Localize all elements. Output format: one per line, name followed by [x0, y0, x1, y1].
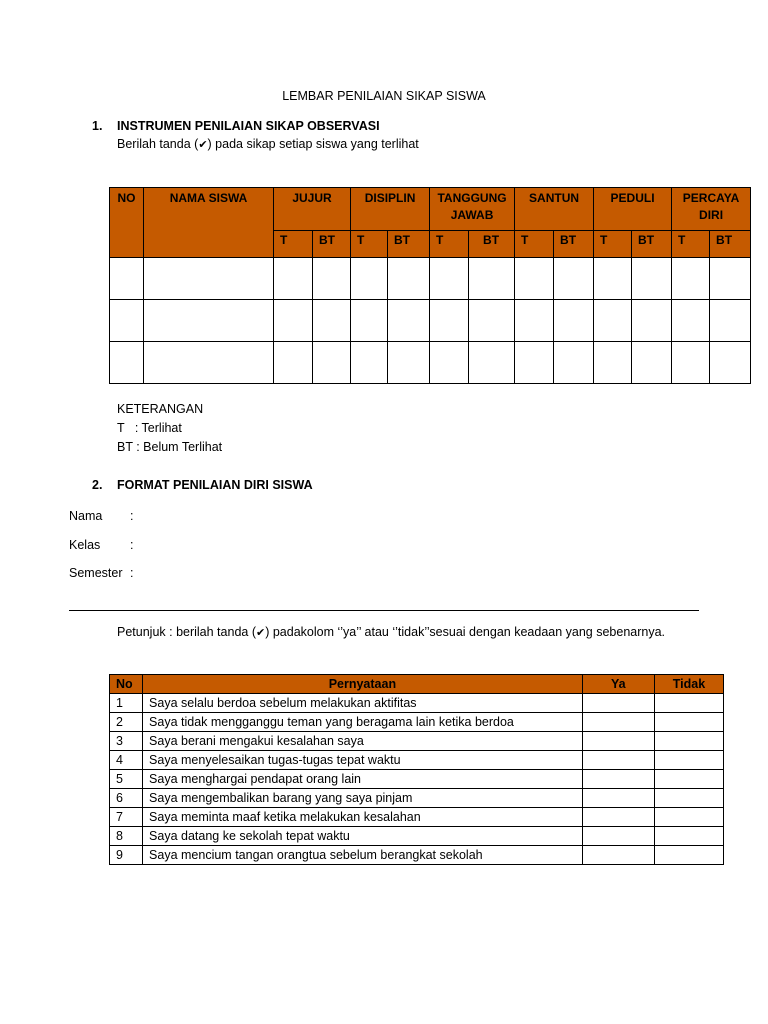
instruction-prefix: Berilah tanda ( [117, 137, 199, 151]
statement-text: Saya menyelesaikan tugas-tugas tepat waktu [143, 751, 583, 770]
section1-heading: INSTRUMEN PENILAIAN SIKAP OBSERVASI [117, 119, 380, 133]
cell[interactable] [710, 258, 751, 300]
statement-text: Saya menghargai pendapat orang lain [143, 770, 583, 789]
cell[interactable] [515, 258, 554, 300]
answer-no-cell[interactable] [654, 694, 723, 713]
instruction-prefix: Petunjuk : berilah tanda ( [117, 625, 256, 639]
col-header-tanggung-jawab: TANGGUNG JAWAB [430, 188, 515, 231]
check-icon: ✔ [198, 138, 208, 151]
cell[interactable] [430, 300, 469, 342]
row-number: 2 [110, 713, 143, 732]
cell[interactable] [430, 342, 469, 384]
section1-number: 1. [92, 119, 103, 133]
statement-text: Saya berani mengakui kesalahan saya [143, 732, 583, 751]
sub-header-t: T [515, 231, 554, 258]
sub-header-t: T [430, 231, 469, 258]
col-header-percaya-diri: PERCAYA DIRI [672, 188, 751, 231]
answer-no-cell[interactable] [654, 713, 723, 732]
row-number: 1 [110, 694, 143, 713]
answer-no-cell[interactable] [654, 846, 723, 865]
answer-yes-cell[interactable] [582, 694, 654, 713]
cell[interactable] [110, 258, 144, 300]
cell[interactable] [388, 258, 430, 300]
statement-text: Saya datang ke sekolah tepat waktu [143, 827, 583, 846]
instruction-suffix: ) pada sikap setiap siswa yang terlihat [207, 137, 419, 151]
answer-no-cell[interactable] [654, 751, 723, 770]
cell[interactable] [388, 342, 430, 384]
col-header-no: No [110, 675, 143, 694]
col-header-santun: SANTUN [515, 188, 594, 231]
row-number: 8 [110, 827, 143, 846]
page-title: LEMBAR PENILAIAN SIKAP SISWA [282, 89, 486, 103]
sub-header-bt: BT [632, 231, 672, 258]
divider [69, 610, 699, 611]
cell[interactable] [672, 258, 710, 300]
cell[interactable] [632, 342, 672, 384]
cell[interactable] [351, 258, 388, 300]
cell[interactable] [351, 342, 388, 384]
cell[interactable] [594, 342, 632, 384]
legend-t: T : Terlihat [117, 421, 182, 435]
label-kelas: Kelas [69, 538, 101, 552]
answer-no-cell[interactable] [654, 770, 723, 789]
cell[interactable] [710, 342, 751, 384]
statement-text: Saya selalu berdoa sebelum melakukan aktifitas [143, 694, 583, 713]
cell[interactable] [110, 342, 144, 384]
col-header-peduli: PEDULI [594, 188, 672, 231]
table-row [110, 713, 724, 732]
col-header-jujur: JUJUR [274, 188, 351, 231]
col-header-no-answer: Tidak [654, 675, 723, 694]
table-row [110, 751, 724, 770]
check-icon: ✔ [255, 626, 266, 639]
answer-yes-cell[interactable] [582, 751, 654, 770]
table-row [110, 300, 751, 342]
col-header-no: NO [110, 188, 144, 258]
row-number: 9 [110, 846, 143, 865]
sub-header-bt: BT [388, 231, 430, 258]
answer-no-cell[interactable] [654, 808, 723, 827]
row-number: 5 [110, 770, 143, 789]
table-row [110, 342, 751, 384]
section1-instruction [117, 137, 419, 151]
cell[interactable] [515, 342, 554, 384]
section2-heading: FORMAT PENILAIAN DIRI SISWA [117, 478, 313, 492]
colon: : [130, 566, 134, 580]
answer-no-cell[interactable] [654, 827, 723, 846]
statement-text: Saya meminta maaf ketika melakukan kesalahan [143, 808, 583, 827]
cell[interactable] [469, 300, 515, 342]
cell[interactable] [430, 258, 469, 300]
label-nama: Nama [69, 509, 103, 523]
table-row [110, 846, 724, 865]
sub-header-t: T [594, 231, 632, 258]
cell[interactable] [554, 258, 594, 300]
colon: : [130, 538, 134, 552]
sub-header-bt: BT [469, 231, 515, 258]
observation-table [109, 187, 751, 384]
table-row [110, 808, 724, 827]
cell[interactable] [313, 258, 351, 300]
legend-bt: BT : Belum Terlihat [117, 440, 223, 454]
sub-header-bt: BT [313, 231, 351, 258]
cell[interactable] [313, 300, 351, 342]
self-assessment-table [109, 674, 724, 865]
table-row [110, 694, 724, 713]
answer-no-cell[interactable] [654, 732, 723, 751]
answer-yes-cell[interactable] [582, 732, 654, 751]
label-semester: Semester [69, 566, 123, 580]
answer-yes-cell[interactable] [582, 846, 654, 865]
row-number: 3 [110, 732, 143, 751]
answer-yes-cell[interactable] [582, 789, 654, 808]
row-number: 4 [110, 751, 143, 770]
cell[interactable] [672, 342, 710, 384]
cell[interactable] [594, 258, 632, 300]
row-number: 7 [110, 808, 143, 827]
cell[interactable] [554, 300, 594, 342]
cell[interactable] [274, 342, 313, 384]
cell[interactable] [554, 342, 594, 384]
cell[interactable] [469, 258, 515, 300]
cell[interactable] [110, 300, 144, 342]
cell[interactable] [594, 300, 632, 342]
answer-yes-cell[interactable] [582, 827, 654, 846]
section2-instruction [117, 625, 665, 639]
cell[interactable] [144, 258, 274, 300]
sub-header-bt: BT [554, 231, 594, 258]
sub-header-t: T [274, 231, 313, 258]
instruction-suffix: ) padakolom ‘’ya’’ atau ‘’tidak’’sesuai dengan keadaan yang sebenarnya. [265, 625, 666, 639]
cell[interactable] [144, 300, 274, 342]
table-row [110, 789, 724, 808]
cell[interactable] [710, 300, 751, 342]
col-header-statement: Pernyataan [143, 675, 583, 694]
answer-yes-cell[interactable] [582, 808, 654, 827]
col-header-yes: Ya [582, 675, 654, 694]
cell[interactable] [672, 300, 710, 342]
row-number: 6 [110, 789, 143, 808]
table-row [110, 827, 724, 846]
legend-title: KETERANGAN [117, 402, 204, 416]
statement-text: Saya mencium tangan orangtua sebelum berangkat sekolah [143, 846, 583, 865]
section2-number: 2. [92, 478, 103, 492]
sub-header-t: T [351, 231, 388, 258]
answer-no-cell[interactable] [654, 789, 723, 808]
cell[interactable] [351, 300, 388, 342]
sub-header-t: T [672, 231, 710, 258]
cell[interactable] [144, 342, 274, 384]
table-row [110, 770, 724, 789]
sub-header-bt: BT [710, 231, 751, 258]
table-row [110, 732, 724, 751]
cell[interactable] [274, 258, 313, 300]
cell[interactable] [274, 300, 313, 342]
table-row [110, 258, 751, 300]
cell[interactable] [515, 300, 554, 342]
statement-text: Saya mengembalikan barang yang saya pinjam [143, 789, 583, 808]
col-header-disiplin: DISIPLIN [351, 188, 430, 231]
colon: : [130, 509, 134, 523]
answer-yes-cell[interactable] [582, 770, 654, 789]
col-header-name: NAMA SISWA [144, 188, 274, 258]
statement-text: Saya tidak mengganggu teman yang beragama lain ketika berdoa [143, 713, 583, 732]
cell[interactable] [632, 258, 672, 300]
cell[interactable] [469, 342, 515, 384]
cell[interactable] [313, 342, 351, 384]
cell[interactable] [388, 300, 430, 342]
answer-yes-cell[interactable] [582, 713, 654, 732]
cell[interactable] [632, 300, 672, 342]
